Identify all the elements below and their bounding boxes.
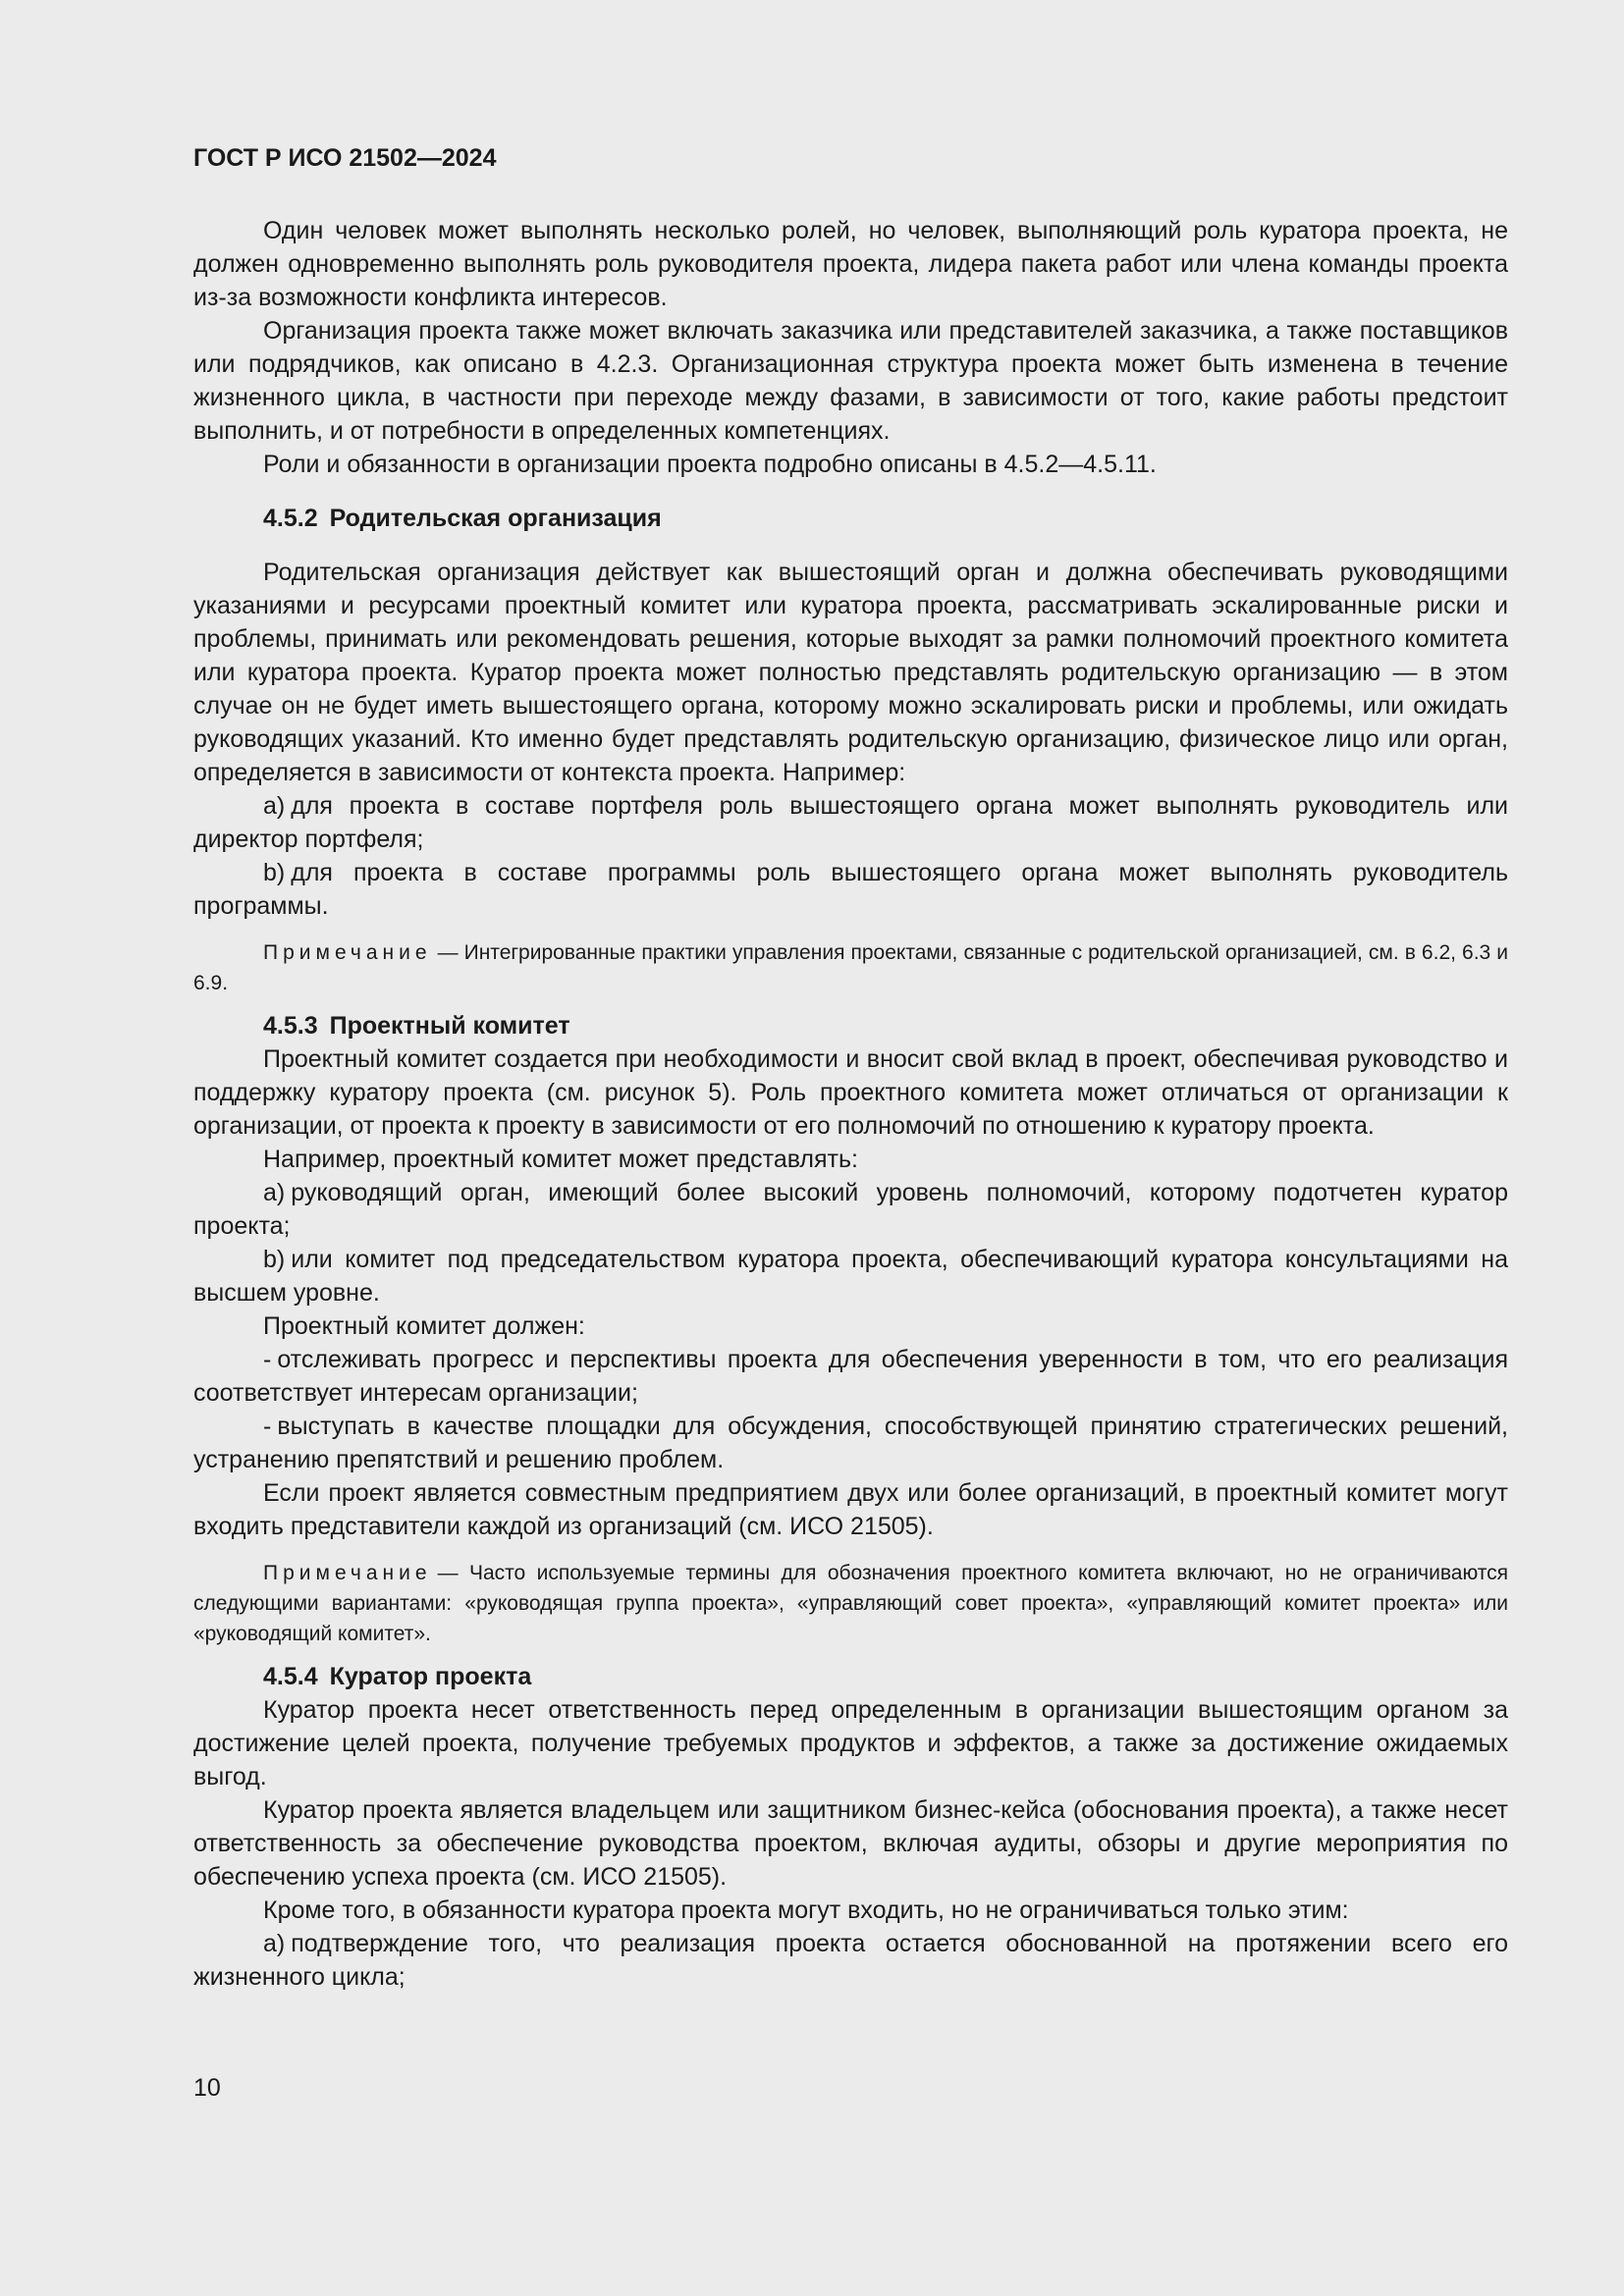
list-item-text: выступать в качестве площадки для обсуждения, способствующей принятию стратегических решений, устранению препятствий и решению проблем. bbox=[193, 1413, 1508, 1473]
note-label: Примечание bbox=[263, 941, 432, 964]
section-4-5-3-paragraph-3: Проектный комитет должен: bbox=[263, 1312, 585, 1340]
list-marker: b) bbox=[263, 1246, 286, 1273]
section-4-5-3-paragraph-4: Если проект является совместным предприятием двух или более организаций, в проектный комитет могут входить представители каждой из организаций (см. ИСО 21505). bbox=[193, 1479, 1508, 1540]
note-label: Примечание bbox=[263, 1562, 432, 1584]
list-item bbox=[193, 1176, 1508, 1243]
section-4-5-3-paragraph-2: Например, проектный комитет может представлять: bbox=[263, 1146, 858, 1173]
list-item-text: для проекта в составе программы роль вышестоящего органа может выполнять руководитель программы. bbox=[193, 859, 1508, 920]
list-item-text: подтверждение того, что реализация проекта остается обоснованной на протяжении всего его жизненного цикла; bbox=[193, 1930, 1508, 1991]
intro-paragraph-1: Один человек может выполнять несколько ролей, но человек, выполняющий роль куратора проекта, не должен одновременно выполнять роль руководителя проекта, лидера пакета работ или члена команды проекта из-за возможности конфликта интересов. bbox=[193, 217, 1508, 311]
page-number: 10 bbox=[193, 2074, 221, 2102]
list-marker: - bbox=[263, 1413, 272, 1440]
list-item bbox=[193, 789, 1508, 856]
list-marker: a) bbox=[263, 1179, 286, 1206]
list-item-text: отслеживать прогресс и перспективы проекта для обеспечения уверенности в том, что его реализация соответствует интересам организации; bbox=[193, 1346, 1508, 1407]
note-text: — Часто используемые термины для обозначения проектного комитета включают, но не ограничиваются следующими вариантами: «руководящая группа проекта», «управляющий совет проекта», «управляющий комитет проекта» или «руководящий комитет». bbox=[193, 1562, 1508, 1645]
list-item bbox=[193, 1243, 1508, 1309]
document-header: ГОСТ Р ИСО 21502—2024 bbox=[193, 144, 497, 172]
section-heading-4-5-4 bbox=[193, 1660, 1508, 1693]
section-4-5-3-paragraph-1: Проектный комитет создается при необходимости и вносит свой вклад в проект, обеспечивая руководство и поддержку куратору проекта (см. рисунок 5). Роль проектного комитета может отличаться от организации к организации, от проекта к проекту в зависимости от его полномочий по отношению к куратору проекта. bbox=[193, 1045, 1508, 1140]
list-item bbox=[193, 1410, 1508, 1476]
section-4-5-4-paragraph-3: Кроме того, в обязанности куратора проекта могут входить, но не ограничиваться только этим: bbox=[263, 1896, 1349, 1924]
intro-paragraph-2: Организация проекта также может включать заказчика или представителей заказчика, а также поставщиков или подрядчиков, как описано в 4.2.3. Организационная структура проекта может быть изменена в течение жизненного цикла, в частности при переходе между фазами, в зависимости от того, какие работы предстоит выполнить, и от потребности в определенных компетенциях. bbox=[193, 317, 1508, 445]
section-4-5-2-paragraph: Родительская организация действует как вышестоящий орган и должна обеспечивать руководящими указаниями и ресурсами проектный комитет или куратора проекта, рассматривать эскалированные риски и проблемы, принимать или рекомендовать решения, которые выходят за рамки полномочий проектного комитета или куратора проекта. Куратор проекта может полностью представлять родительскую организацию — в этом случае он не будет иметь вышестоящего органа, которому можно эскалировать риски и проблемы, или ожидать руководящих указаний. Кто именно будет представлять родительскую организацию, физическое лицо или орган, определяется в зависимости от контекста проекта. Например: bbox=[193, 559, 1508, 786]
list-item-text: для проекта в составе портфеля роль вышестоящего органа может выполнять руководитель или директор портфеля; bbox=[193, 792, 1508, 853]
section-number: 4.5.2 bbox=[263, 505, 318, 532]
section-4-5-4-paragraph-1: Куратор проекта несет ответственность перед определенным в организации вышестоящим органом за достижение целей проекта, получение требуемых продуктов и эффектов, а также за достижение ожидаемых выгод. bbox=[193, 1696, 1508, 1790]
section-number: 4.5.3 bbox=[263, 1012, 318, 1040]
list-marker: a) bbox=[263, 1930, 286, 1957]
list-item bbox=[193, 1343, 1508, 1410]
list-marker: b) bbox=[263, 859, 286, 886]
document-body bbox=[193, 214, 1508, 1994]
section-heading-4-5-2 bbox=[193, 502, 1508, 535]
section-title: Куратор проекта bbox=[329, 1663, 532, 1690]
section-title: Родительская организация bbox=[329, 505, 662, 532]
list-item bbox=[193, 1927, 1508, 1994]
list-item-text: руководящий орган, имеющий более высокий уровень полномочий, которому подотчетен куратор проекта; bbox=[193, 1179, 1508, 1240]
intro-paragraph-3: Роли и обязанности в организации проекта подробно описаны в 4.5.2—4.5.11. bbox=[263, 451, 1157, 478]
section-heading-4-5-3 bbox=[193, 1009, 1508, 1042]
document-page bbox=[193, 143, 1508, 1994]
section-number: 4.5.4 bbox=[263, 1663, 318, 1690]
note-text: — Интегрированные практики управления проектами, связанные с родительской организацией, см. в 6.2, 6.3 и 6.9. bbox=[193, 941, 1508, 994]
section-title: Проектный комитет bbox=[329, 1012, 570, 1040]
list-marker: a) bbox=[263, 792, 286, 820]
note-4-5-2 bbox=[193, 937, 1508, 998]
list-marker: - bbox=[263, 1346, 272, 1373]
note-4-5-3 bbox=[193, 1558, 1508, 1649]
section-4-5-4-paragraph-2: Куратор проекта является владельцем или защитником бизнес-кейса (обоснования проекта), а также несет ответственность за обеспечение руководства проектом, включая аудиты, обзоры и другие мероприятия по обеспечению успеха проекта (см. ИСО 21505). bbox=[193, 1796, 1508, 1891]
list-item bbox=[193, 856, 1508, 923]
list-item-text: или комитет под председательством куратора проекта, обеспечивающий куратора консультациями на высшем уровне. bbox=[193, 1246, 1508, 1307]
